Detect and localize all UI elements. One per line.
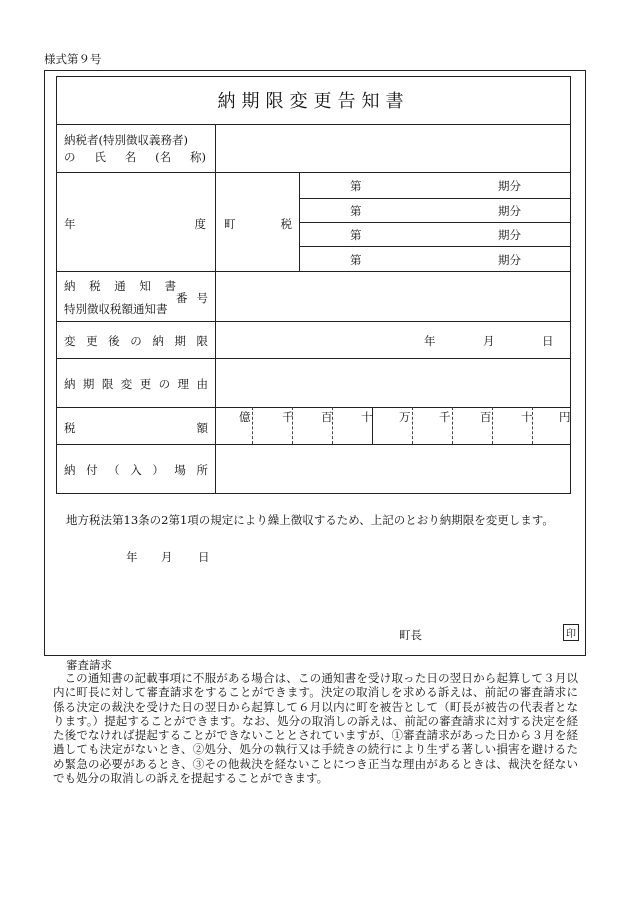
digit-divider — [252, 407, 253, 444]
row-divider — [56, 271, 571, 272]
new-due-date-label: 変 更 後 の 納 期 限 — [64, 334, 208, 348]
label-column-divider — [215, 124, 216, 494]
period-suffix: 期分 — [498, 228, 521, 242]
digit-unit: 億 — [239, 410, 251, 424]
digit-divider — [412, 407, 413, 444]
issue-month-unit: 月 — [161, 550, 173, 564]
due-day-unit: 日 — [542, 334, 554, 348]
form-number: 様式第９号 — [44, 52, 102, 66]
appeal-instructions: この通知書の記載事項に不服がある場合は、この通知書を受け取った日の翌日から起算して３月以内に町長に対して審査請求をすることができます。決定の取消しを求める訴えは、前記の審査請求に係る決定の裁決を受けた日の翌日から起算して６月以内に町を被告として（町長が被告の代表者となります。）提起することができます。なお、処分の取消しの訴えは、前記の審査請求に対する決定を経た後でなければ提起することができないこととされていますが、①審査請求があった日から３月を経過しても決定がないとき、②処分、処分の執行又は手続きの続行により生ずる著しい損害を避けるため緊急の必要があるとき、③その他裁決を経ないことにつき正当な理由があるときは、裁決を経ないでも処分の取消しの訴えを提起することができます。 — [53, 671, 578, 786]
mayor-label: 町長 — [399, 628, 422, 642]
digit-unit: 千 — [282, 410, 294, 424]
taxpayer-name-label: の 氏 名 (名 称) — [64, 150, 206, 164]
period-prefix: 第 — [350, 228, 362, 242]
taxpayer-name-field[interactable] — [216, 125, 570, 171]
due-year-unit: 年 — [424, 334, 436, 348]
period-suffix: 期分 — [498, 204, 521, 218]
digit-unit: 十 — [521, 410, 533, 424]
tax-column-divider — [299, 172, 300, 271]
issue-year-unit: 年 — [126, 550, 138, 564]
period-suffix: 期分 — [498, 253, 521, 267]
period-prefix: 第 — [350, 179, 362, 193]
row-divider — [56, 321, 571, 322]
document-title: 納期限変更告知書 — [217, 91, 410, 112]
digit-divider — [492, 407, 493, 444]
period-divider — [299, 222, 571, 223]
row-divider — [56, 358, 571, 359]
seal-mark: 印 — [563, 624, 579, 641]
period-divider — [299, 198, 571, 199]
digit-unit: 円 — [559, 410, 571, 424]
digit-unit: 千 — [439, 410, 451, 424]
payment-place-label: 納 付 （ 入 ） 場 所 — [64, 463, 208, 477]
row-divider — [56, 444, 571, 445]
notice-statement: 地方税法第13条の2第1項の規定により繰上徴収するため、上記のとおり納期限を変更します。 — [66, 513, 554, 527]
tax-amount-label: 税 額 — [64, 421, 208, 435]
issue-day-unit: 日 — [198, 550, 210, 564]
notice-number-label: 納 税 通 知 書 — [64, 279, 176, 293]
taxpayer-label: 納税者(特別徴収義務者) — [64, 133, 188, 147]
period-divider — [299, 246, 571, 247]
digit-unit: 百 — [480, 410, 492, 424]
digit-unit: 百 — [321, 410, 333, 424]
digit-unit: 万 — [399, 410, 411, 424]
reason-label: 納 期 限 変 更 の 理 由 — [64, 377, 208, 391]
digit-divider — [452, 407, 453, 444]
year-label: 年 度 — [64, 217, 206, 231]
period-suffix: 期分 — [498, 179, 521, 193]
digit-unit: 十 — [361, 410, 373, 424]
appeal-heading: 審査請求 — [66, 658, 112, 672]
special-collection-label: 特別徴収税額通知書 — [64, 302, 168, 316]
due-month-unit: 月 — [483, 334, 495, 348]
period-prefix: 第 — [350, 204, 362, 218]
row-divider — [56, 407, 571, 408]
row-divider — [56, 172, 571, 173]
period-prefix: 第 — [350, 253, 362, 267]
number-label: 番 号 — [176, 291, 208, 305]
tax-type-label: 町 税 — [224, 217, 292, 231]
